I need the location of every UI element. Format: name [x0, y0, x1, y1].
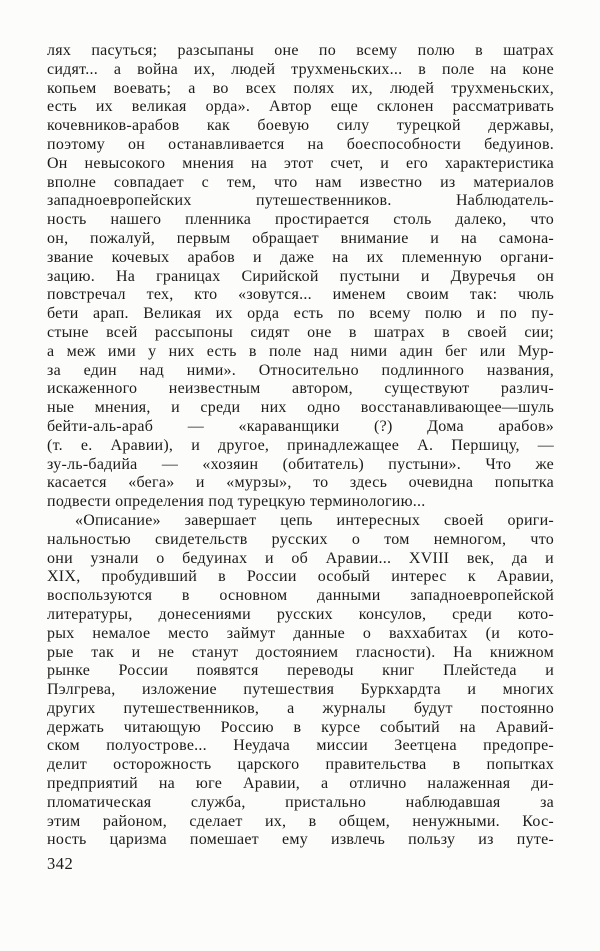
text-line: ском полуострове... Неудача миссии Зеетцена предопре-	[47, 737, 554, 755]
text-line: кочевников-арабов как боевую силу турецкой державы,	[47, 117, 554, 135]
text-line: он, пожалуй, первым обращает внимание и на самона-	[47, 229, 554, 247]
text-line: «Описание» завершает цепь интересных своей ориги-	[75, 511, 554, 529]
text-line: сидят... а война их, людей трухменьских... в поле на коне	[47, 60, 554, 78]
text-line: литературы, донесениями русских консулов, среди кото-	[47, 605, 554, 623]
text-line: они узнали о бедуинах и об Аравии... XVIII век, да и	[47, 549, 554, 567]
text-line: западноевропейских путешественников. Наблюдатель-	[47, 192, 554, 210]
text-line: бейти-аль-араб — «караванщики (?) Дома арабов»	[47, 417, 554, 435]
text-line: лях пасуться; разсыпаны оне по всему полю в шатрах	[47, 42, 554, 59]
text-line: а меж ими у них есть в поле над ними адин бег или Мур-	[47, 342, 554, 360]
text-line: повстречал тех, кто «зовутся... именем своим так: чюль	[47, 286, 554, 304]
text-line: ность нашего пленника простирается столь далеко, что	[47, 211, 554, 229]
text-line: Пэлгрева, изложение путешествия Буркхардта и многих	[47, 681, 554, 699]
text-line: зацию. На границах Сирийской пустыни и Двуречья он	[47, 267, 554, 285]
text-line: рых немалое место займут данные о ваххабитах (и кото-	[47, 624, 554, 642]
text-line: бети арап. Великая их орда есть по всему полю и по пу-	[47, 305, 554, 323]
text-line: предприятий на юге Аравии, а отлично налаженная ди-	[47, 775, 554, 793]
text-line: воспользуются в основном данными западноевропейской	[47, 587, 554, 605]
text-line: делит осторожность царского правительства в попытках	[47, 756, 554, 774]
text-line: нальностью свидетельств русских о том немногом, что	[47, 530, 554, 548]
text-line: звание кочевых арабов и даже на их племенную органи-	[47, 248, 554, 266]
text-line: держать читающую Россию в курсе событий на Аравий-	[47, 718, 554, 736]
text-line: за един над ними». Относительно подлинного названия,	[47, 361, 554, 379]
text-line: стыне всей рассыпоны сидят оне в шатрах в своей сии;	[47, 323, 554, 341]
text-line: копьем воевать; а во всех полях их, людей трухменьских,	[47, 79, 554, 97]
text-line: XIX, пробудивший в России особый интерес к Аравии,	[47, 568, 554, 586]
text-line: пломатическая служба, пристально наблюдавшая за	[47, 793, 554, 811]
paragraph	[47, 512, 554, 850]
text-line: других путешественников, а журналы будут постоянно	[47, 699, 554, 717]
text-line: касается «бега» и «мурзы», то здесь очевидна попытка	[47, 474, 554, 492]
page-number: 342	[47, 854, 74, 873]
text-line: подвести определения под турецкую терминологию...	[47, 493, 426, 511]
text-line: Он невысокого мнения на этот счет, и его характеристика	[47, 154, 554, 172]
text-line: есть их великая орда». Автор еще склонен рассматривать	[47, 98, 554, 116]
text-block	[47, 42, 554, 850]
text-line: поэтому он останавливается на боеспособности бедуинов.	[47, 135, 554, 153]
text-line: искаженного неизвестным автором, существуют различ-	[47, 380, 554, 398]
paragraph	[47, 42, 554, 512]
text-line: ность царизма помешает ему извлечь пользу из путе-	[47, 831, 554, 849]
text-line: зу-ль-бадийа — «хозяин (обитатель) пустыни». Что же	[47, 455, 554, 473]
text-line: ные мнения, и среди них одно восстанавливающее—шуль	[47, 399, 554, 417]
text-line: этим районом, сделает их, в общем, ненужными. Кос-	[47, 812, 554, 830]
text-line: рынке России появятся переводы книг Плейстеда и	[47, 662, 554, 680]
text-line: (т. е. Аравии), и другое, принадлежащее А. Першицу, —	[47, 436, 554, 454]
text-line: вполне совпадает с тем, что нам известно из материалов	[47, 173, 554, 191]
text-line: рые так и не станут достоянием гласности). На книжном	[47, 643, 554, 661]
